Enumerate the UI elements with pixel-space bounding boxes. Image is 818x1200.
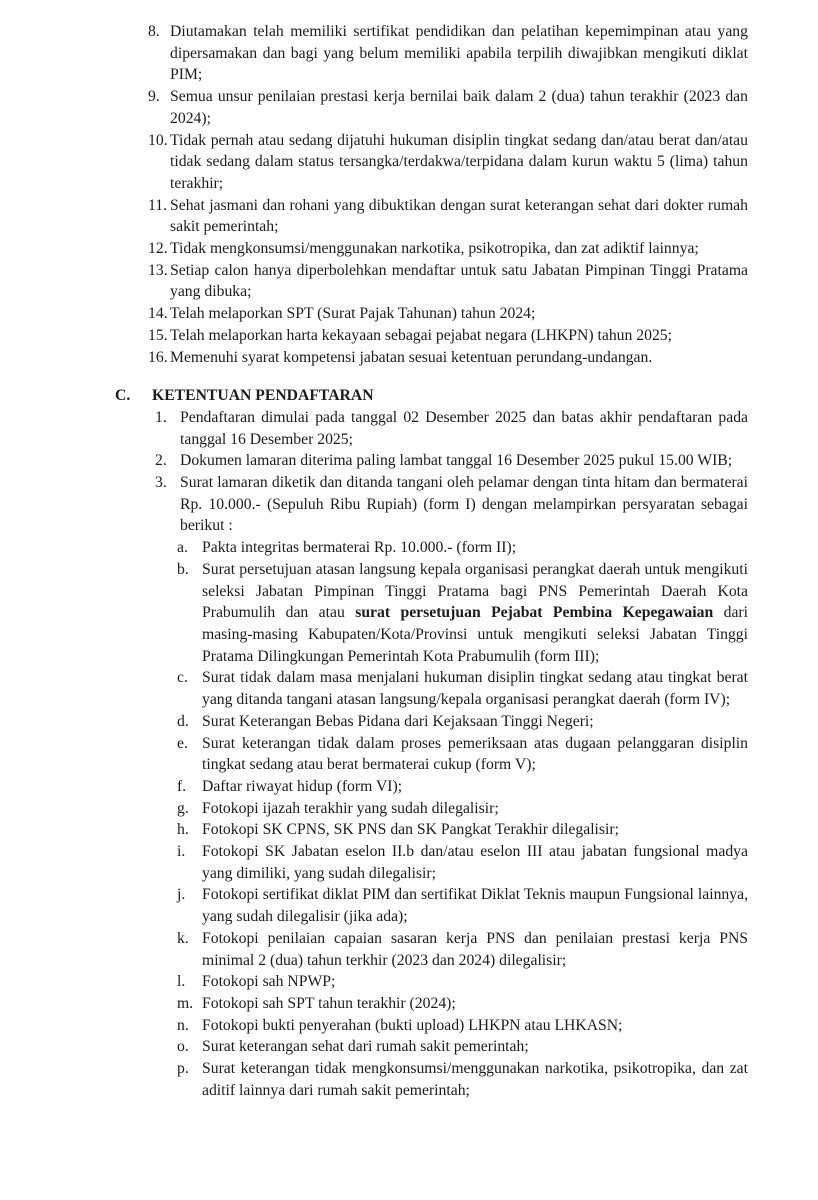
item-text: Fotokopi ijazah terakhir yang sudah dilegalisir;: [202, 799, 499, 817]
item-text: Diutamakan telah memiliki sertifikat pendidikan dan pelatihan kepemimpinan atau yang dipersamakan dan bagi yang belum memiliki apabila terpilih diwajibkan mengikuti diklat PIM;: [170, 23, 748, 84]
item-letter: i.: [177, 843, 186, 861]
item-text: Fotokopi bukti penyerahan (bukti upload) LHKPN atau LHKASN;: [202, 1016, 623, 1034]
item-text: Surat Keterangan Bebas Pidana dari Kejaksaan Tinggi Negeri;: [202, 712, 594, 730]
list-item: [177, 971, 748, 993]
list-item: [177, 733, 748, 776]
item-number: 15.: [148, 326, 168, 344]
item-text: Surat persetujuan atasan langsung kepala organisasi perangkat daerah untuk mengikuti seleksi Jabatan Pimpinan Tinggi Pratama bagi PNS Pemerintah Daerah Kota Prabumulih dan atau: [202, 560, 748, 622]
list-item: [148, 303, 748, 325]
item-number: 16.: [148, 348, 168, 366]
item-text: Daftar riwayat hidup (form VI);: [202, 777, 403, 795]
list-item: [177, 1015, 748, 1037]
item-text: Fotokopi penilaian capaian sasaran kerja PNS dan penilaian prestasi kerja PNS minimal 2 (dua) tahun terkhir (2023 dan 2024) dilegalisir;: [202, 929, 748, 969]
item-letter: a.: [177, 539, 188, 557]
item-number: 3.: [155, 474, 167, 492]
item-letter: h.: [177, 821, 189, 839]
list-item: [148, 238, 748, 260]
list-item: [148, 325, 748, 347]
item-number: 14.: [148, 305, 168, 323]
item-letter: b.: [177, 560, 189, 578]
list-item: [177, 1036, 748, 1058]
item-number: 12.: [148, 240, 168, 258]
item-letter: k.: [177, 929, 189, 947]
item-text: Pakta integritas bermaterai Rp. 10.000.- (form II);: [202, 539, 517, 557]
list-item: [177, 537, 748, 559]
list-item: [177, 798, 748, 820]
item-text: Telah melaporkan harta kekayaan sebagai pejabat negara (LHKPN) tahun 2025;: [170, 326, 672, 344]
list-item: [148, 195, 748, 238]
item-letter: m.: [177, 994, 194, 1012]
item-number: 2.: [155, 452, 167, 470]
item-text: Fotokopi SK CPNS, SK PNS dan SK Pangkat Terakhir dilegalisir;: [202, 821, 619, 839]
item-number: 8.: [148, 23, 160, 40]
registration-list: [155, 407, 748, 1102]
list-item: [177, 1058, 748, 1101]
item-letter: f.: [177, 777, 187, 795]
list-item: [177, 559, 748, 668]
item-text: Dokumen lamaran diterima paling lambat tanggal 16 Desember 2025 pukul 15.00 WIB;: [180, 452, 733, 470]
requirement-list: [148, 21, 748, 368]
item-letter: e.: [177, 734, 188, 752]
item-text: Pendaftaran dimulai pada tanggal 02 Desember 2025 dan batas akhir pendaftaran pada tanggal 16 Desember 2025;: [180, 408, 748, 448]
item-text: Sehat jasmani dan rohani yang dibuktikan dengan surat keterangan sehat dari dokter rumah sakit pemerintah;: [170, 196, 748, 236]
item-text: Tidak mengkonsumsi/menggunakan narkotika, psikotropika, dan zat adiktif lainnya;: [170, 240, 699, 258]
item-text: Surat lamaran diketik dan ditanda tangani oleh pelamar dengan tinta hitam dan bermaterai Rp. 10.000.- (Sepuluh Ribu Rupiah) (form I) dengan melampirkan persyaratan sebagai berikut :: [180, 474, 748, 535]
list-item: [148, 130, 748, 195]
item-text: Memenuhi syarat kompetensi jabatan sesuai ketentuan perundang-undangan.: [170, 348, 653, 366]
item-text: Tidak pernah atau sedang dijatuhi hukuman disiplin tingkat sedang dan/atau berat dan/atau tidak sedang dalam status tersangka/terdakwa/terpidana dalam kurun waktu 5 (lima) tahun terakhir;: [170, 131, 748, 192]
list-item: [148, 260, 748, 303]
section-title: KETENTUAN PENDAFTARAN: [152, 387, 374, 405]
item-text-bold: surat persetujuan Pejabat Pembina Kepegawaian: [355, 604, 714, 622]
item-number: 11.: [148, 196, 168, 214]
section-heading: [115, 385, 818, 407]
item-text: Fotokopi sertifikat diklat PIM dan sertifikat Diklat Teknis maupun Fungsional lainnya, yang sudah dilegalisir (jika ada);: [202, 886, 748, 926]
list-item: [177, 928, 748, 971]
list-item: [148, 347, 748, 369]
item-text: Fotokopi sah SPT tahun terakhir (2024);: [202, 994, 456, 1012]
list-item: [177, 841, 748, 884]
item-text: Semua unsur penilaian prestasi kerja bernilai baik dalam 2 (dua) tahun terakhir (2023 dan 2024);: [170, 88, 748, 127]
item-number: 9.: [148, 88, 160, 106]
item-text: Fotokopi sah NPWP;: [202, 973, 336, 991]
item-letter: d.: [177, 712, 189, 730]
item-letter: p.: [177, 1060, 189, 1078]
list-item: [177, 667, 748, 710]
list-item: [155, 407, 748, 450]
list-item: [177, 776, 748, 798]
item-text: Surat keterangan tidak mengkonsumsi/menggunakan narkotika, psikotropika, dan zat aditif lainnya dari rumah sakit pemerintah;: [202, 1060, 748, 1099]
section-label: C.: [115, 387, 131, 405]
list-item: [155, 450, 748, 472]
item-text: Fotokopi SK Jabatan eselon II.b dan/atau eselon III atau jabatan fungsional madya yang dimiliki, yang sudah dilegalisir;: [202, 843, 748, 882]
list-item: [177, 884, 748, 927]
item-number: 10.: [148, 131, 168, 149]
item-letter: c.: [177, 669, 188, 687]
attachment-list: [177, 537, 748, 1101]
item-letter: l.: [177, 973, 186, 991]
list-item: [148, 86, 748, 129]
item-number: 13.: [148, 261, 168, 279]
list-item: [177, 711, 748, 733]
item-text: Surat keterangan tidak dalam proses pemeriksaan atas dugaan pelanggaran disiplin tingkat sedang atau berat bermaterai cukup (form V);: [202, 734, 748, 774]
item-number: 1.: [155, 408, 167, 426]
item-letter: n.: [177, 1016, 189, 1034]
item-letter: g.: [177, 799, 189, 817]
item-text: dari masing-masing Kabupaten/Kota/Provinsi untuk mengikuti seleksi Jabatan Tinggi Pratama Dilingkungan Pemerintah Kota Prabumulih (form III);: [202, 604, 749, 665]
item-letter: o.: [177, 1038, 189, 1056]
list-item: [177, 819, 748, 841]
item-text: Surat keterangan sehat dari rumah sakit pemerintah;: [202, 1038, 529, 1056]
list-item: [148, 21, 748, 86]
list-item: [177, 993, 748, 1015]
list-item: [155, 472, 748, 537]
item-text: Telah melaporkan SPT (Surat Pajak Tahunan) tahun 2024;: [170, 305, 536, 323]
item-text: Surat tidak dalam masa menjalani hukuman disiplin tingkat sedang atau tingkat berat yang ditanda tangani atasan langsung/kepala organisasi perangkat daerah (form IV);: [202, 669, 748, 709]
item-text: Setiap calon hanya diperbolehkan mendaftar untuk satu Jabatan Pimpinan Tinggi Pratama yang dibuka;: [170, 261, 748, 301]
item-letter: j.: [177, 886, 186, 904]
